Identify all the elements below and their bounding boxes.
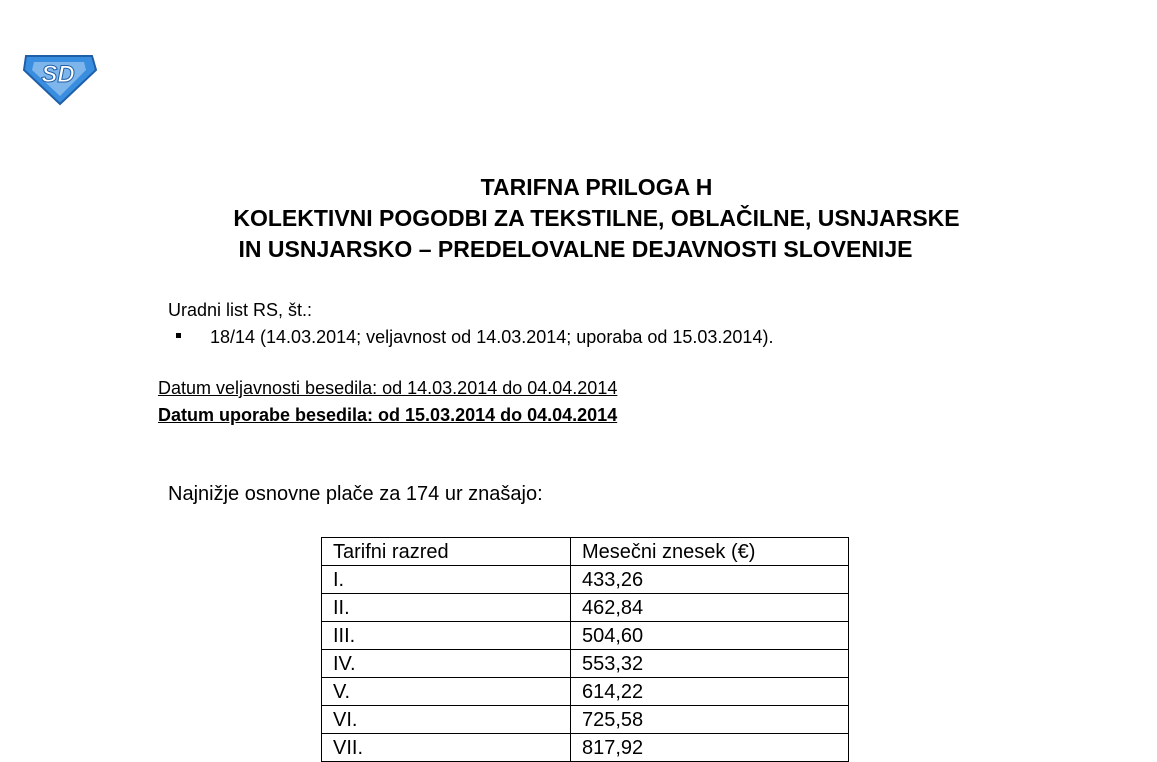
table-row: [322, 594, 849, 622]
table-row: [322, 566, 849, 594]
uradni-list-label: Uradni list RS, št.:: [168, 300, 313, 320]
znesek-cell: 433,26: [571, 566, 849, 594]
table-row: [322, 706, 849, 734]
razred-cell: IV.: [322, 650, 571, 678]
title-line-2: KOLEKTIVNI POGODBI ZA TEKSTILNE, OBLAČILNE, USNJARSKE: [233, 205, 960, 231]
reference-text: 18/14 (14.03.2014; veljavnost od 14.03.2014; uporaba od 15.03.2014).: [210, 327, 774, 347]
sd-logo: [20, 48, 98, 106]
title-line-1: TARIFNA PRILOGA H: [480, 174, 713, 200]
title-line-3: IN USNJARSKO – PREDELOVALNE DEJAVNOSTI SLOVENIJE: [238, 236, 913, 262]
table-row: [322, 650, 849, 678]
razred-cell: III.: [322, 622, 571, 650]
znesek-cell: 725,58: [571, 706, 849, 734]
razred-cell: VII.: [322, 734, 571, 762]
reference-list-item: [176, 327, 773, 348]
datum-veljavnosti: Datum veljavnosti besedila: od 14.03.2014 do 04.04.2014: [158, 378, 618, 398]
table-row: [322, 622, 849, 650]
header-tarifni-razred: Tarifni razred: [322, 538, 571, 566]
table-row: [322, 734, 849, 762]
znesek-cell: 817,92: [571, 734, 849, 762]
znesek-cell: 462,84: [571, 594, 849, 622]
razred-cell: VI.: [322, 706, 571, 734]
table-row: [322, 678, 849, 706]
table-header-row: [322, 538, 849, 566]
znesek-cell: 504,60: [571, 622, 849, 650]
znesek-cell: 614,22: [571, 678, 849, 706]
znesek-cell: 553,32: [571, 650, 849, 678]
wage-table: [321, 537, 849, 762]
document-title: [0, 172, 1157, 265]
square-bullet-icon: [176, 333, 181, 338]
datum-uporabe: Datum uporabe besedila: od 15.03.2014 do 04.04.2014: [158, 405, 618, 425]
razred-cell: V.: [322, 678, 571, 706]
razred-cell: I.: [322, 566, 571, 594]
logo-text: SD: [41, 61, 75, 88]
intro-text: Najnižje osnovne plače za 174 ur znašajo:: [168, 483, 543, 505]
header-mesecni-znesek: Mesečni znesek (€): [571, 538, 849, 566]
razred-cell: II.: [322, 594, 571, 622]
